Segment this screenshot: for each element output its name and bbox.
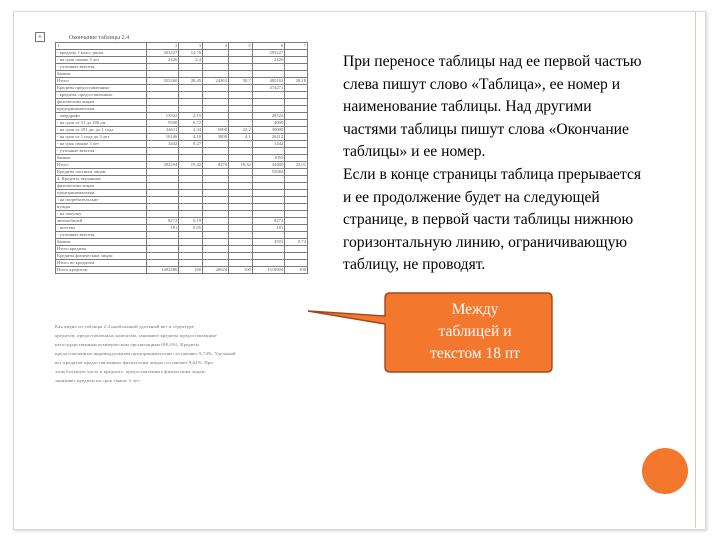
scanned-table-cell: 34611 bbox=[146, 127, 178, 134]
body-text-line: таблицы» и ее номер. bbox=[343, 143, 486, 161]
scanned-table-cell: 19,42 bbox=[179, 162, 203, 169]
scanned-paragraph-line: вес кредитов предоставленных физическим лицам составляет 9,62%. При bbox=[55, 360, 214, 365]
callout-text-line: таблицей и bbox=[438, 323, 512, 340]
body-text-line: странице, в первой части таблицы нижнюю bbox=[343, 211, 634, 229]
scanned-table-cell: 4000 bbox=[252, 120, 284, 127]
scanned-table-cell: 100 bbox=[229, 267, 253, 274]
scanned-table-cell: 22,2 bbox=[229, 127, 253, 134]
scanned-table-cell: предпринимателям bbox=[56, 190, 147, 197]
body-text-line: и ее продолжение будет на следующей bbox=[343, 188, 600, 206]
scanned-table-cell: 203227 bbox=[146, 50, 178, 57]
scanned-table-cell: 4 bbox=[203, 43, 229, 50]
scanned-table-cell: 485163 bbox=[252, 78, 284, 85]
scanned-table-cell: 0,19 bbox=[179, 218, 203, 225]
scanned-table-cell: Всего кредитов bbox=[56, 267, 147, 274]
scanned-table-cell: - учтенные векселя bbox=[56, 64, 147, 71]
scanned-table-cell: 4. Кредиты, выданные bbox=[56, 176, 147, 183]
scanned-table-cell: Итого кредиты bbox=[56, 246, 147, 253]
scanned-paragraph-line: кредитов, предоставленных клиентам, занимают кредиты предоставленные bbox=[55, 333, 217, 338]
body-text-line: горизонтальную линию, ограничивающую bbox=[343, 233, 628, 251]
scanned-table-cell: 3800 bbox=[203, 134, 229, 141]
scanned-table-cell: Итого bbox=[56, 162, 147, 169]
scanned-table-cell: - на срок от 31 до 180 дн. bbox=[56, 120, 147, 127]
scanned-table-cell: предпринимателям bbox=[56, 106, 147, 113]
scanned-table-cell: 5 bbox=[229, 43, 253, 50]
scanned-table-cell: нужды bbox=[56, 204, 147, 211]
scanned-table-cell: 282294 bbox=[146, 162, 178, 169]
scanned-table-cell: - ипотека bbox=[56, 225, 147, 232]
scanned-table-cell: 30000 bbox=[252, 127, 284, 134]
scanned-table-cell: 8270 bbox=[203, 162, 229, 169]
scanned-table-cell: - учтенные векселя bbox=[56, 148, 147, 155]
scanned-table-cell: - на срок свыше 3 лет bbox=[56, 141, 147, 148]
scanned-table-cell: - на покупку bbox=[56, 211, 147, 218]
scanned-table-cell: Кредиты предоставленные bbox=[56, 85, 147, 92]
scanned-table-cell: - на потребительские bbox=[56, 197, 147, 204]
callout-text-line: Между bbox=[451, 301, 499, 318]
scanned-table-cell: 13522 bbox=[146, 113, 178, 120]
scanned-table-cell: - овердрафт bbox=[56, 113, 147, 120]
scanned-table-cell: 181 bbox=[146, 225, 178, 232]
scanned-table-cell: 0,72 bbox=[179, 120, 203, 127]
scanned-table-cell: Итого по кредитам bbox=[56, 260, 147, 267]
scanned-table-cell: 355260 bbox=[146, 78, 178, 85]
scanned-table-cell: 0,27 bbox=[179, 141, 203, 148]
scanned-table-cell: автомобилей bbox=[56, 218, 147, 225]
table-continuation-caption: Окончание таблицы 2.4 bbox=[69, 35, 130, 41]
scanned-table-cell: физическим лицам bbox=[56, 183, 147, 190]
scanned-table-cell: 18,32 bbox=[229, 162, 253, 169]
scanned-table-cell: 1442 bbox=[252, 141, 284, 148]
scanned-table-cell: физическим лицам bbox=[56, 99, 147, 106]
body-text-line: слева пишут слово «Таблица», ее номер и bbox=[343, 75, 621, 93]
callout-label bbox=[398, 299, 552, 365]
scanned-table-cell: 0,05 bbox=[179, 225, 203, 232]
scanned-table-cell: 2426 bbox=[252, 57, 284, 64]
scanned-table-cell: 3501 bbox=[252, 239, 284, 246]
scanned-table-cell: 34405 bbox=[252, 162, 284, 169]
scanned-table-cell: 9500 bbox=[146, 120, 178, 127]
scanned-table-cell: 4,1 bbox=[229, 134, 253, 141]
scanned-table-cell: 50,7 bbox=[229, 78, 253, 85]
body-text-line: При переносе таблицы над ее первой частью bbox=[343, 53, 642, 70]
scanned-table-cell: 100 bbox=[179, 267, 203, 274]
scanned-table-cell: 3 bbox=[179, 43, 203, 50]
scanned-table-cell: 1 bbox=[56, 43, 147, 50]
scanned-table-cell: Кредиты частным лицам bbox=[56, 169, 147, 176]
scanned-table-cell: - учтенные векселя bbox=[56, 232, 147, 239]
scanned-table-cell: Кредиты физическим лицам bbox=[56, 253, 147, 260]
scanned-table-cell: - кредиты 1 класс риска bbox=[56, 50, 147, 57]
scanned-table-cell: 1492380 bbox=[146, 267, 178, 274]
scanned-table-cell: - на срок от 1 года до 3 лет bbox=[56, 134, 147, 141]
scanned-table-cell: 2,34 bbox=[179, 127, 203, 134]
scanned-table-cell: 181 bbox=[252, 225, 284, 232]
scanned-table-cell: 100 bbox=[285, 267, 308, 274]
scanned-table-cell: 28,45 bbox=[179, 78, 203, 85]
scanned-table-cell: 1519004 bbox=[252, 267, 284, 274]
scanned-paragraph-line: занимают кредиты на срок свыше 3 лет. bbox=[55, 378, 141, 383]
scanned-table-cell: банков bbox=[56, 71, 147, 78]
scanned-table-cell: 8272 bbox=[146, 218, 178, 225]
scanned-table-cell: 28,18 bbox=[285, 78, 308, 85]
scanned-table-cell: банков bbox=[56, 239, 147, 246]
scanned-table-cell: 5000 bbox=[203, 127, 229, 134]
scanned-paragraph-line: предоставленные индивидуальным предпринимателям составляют 9,74%. Удельный bbox=[55, 351, 236, 356]
scanned-table-cell: 6 bbox=[252, 43, 284, 50]
scanned-table-cell: 3442 bbox=[146, 141, 178, 148]
scanned-table-cell: Итого bbox=[56, 78, 147, 85]
scanned-table-cell: 25,01 bbox=[285, 162, 308, 169]
scanned-table-cell: 24263 bbox=[203, 78, 229, 85]
scanned-table-cell: 7 bbox=[285, 43, 308, 50]
scanned-table-cell: 474271 bbox=[252, 85, 284, 92]
scanned-table-cell: 26212 bbox=[252, 134, 284, 141]
scanned-table-cell: 2,19 bbox=[179, 113, 203, 120]
scanned-table-cell: - кредиты, предоставленные bbox=[56, 92, 147, 99]
scanned-table-cell: 0,74 bbox=[285, 239, 308, 246]
scanned-table-cell: 14,76 bbox=[179, 50, 203, 57]
scanned-table-cell: 203227 bbox=[252, 50, 284, 57]
scanned-table-cell: 4,18 bbox=[179, 134, 203, 141]
scanned-table-cell: 16146 bbox=[146, 134, 178, 141]
scanned-table-cell: - на срок свыше 3 лет bbox=[56, 57, 147, 64]
callout-text-line: текстом 18 пт bbox=[430, 345, 520, 362]
scanned-table-cell: 26624 bbox=[203, 267, 229, 274]
scanned-table-cell: 1055 bbox=[252, 155, 284, 162]
body-text-line: таблицу, не проводят. bbox=[343, 256, 486, 274]
scanned-table-cell: 28522 bbox=[252, 113, 284, 120]
table-anchor-icon: + bbox=[35, 32, 45, 42]
body-text-line: Если в конце страницы таблица прерывается bbox=[343, 165, 642, 183]
scanned-paragraph-line: Как видно из таблицы 2.4 наибольший удельный вес в структуре bbox=[55, 324, 195, 329]
scanned-table-cell: 2,4 bbox=[179, 57, 203, 64]
scanned-table-cell: 2 bbox=[146, 43, 178, 50]
scanned-table-cell: - на срок от 181 дн. до 1 года bbox=[56, 127, 147, 134]
body-text-line: наименование таблицы. Над другими bbox=[343, 98, 592, 116]
scanned-paragraph-line: этом большую часть в кредитах, предоставленных физическим лицам, bbox=[55, 369, 207, 374]
body-text-line: частями таблицы пишут слова «Окончание bbox=[343, 120, 629, 138]
scanned-paragraph-line: негосударственным коммерческим организациям (68,4%). Кредиты bbox=[55, 342, 199, 347]
scanned-table-cell: банков bbox=[56, 155, 147, 162]
scanned-table-cell: 55684 bbox=[252, 169, 284, 176]
scanned-table-cell: 8272 bbox=[252, 218, 284, 225]
scanned-table-cell: 2426 bbox=[146, 57, 178, 64]
